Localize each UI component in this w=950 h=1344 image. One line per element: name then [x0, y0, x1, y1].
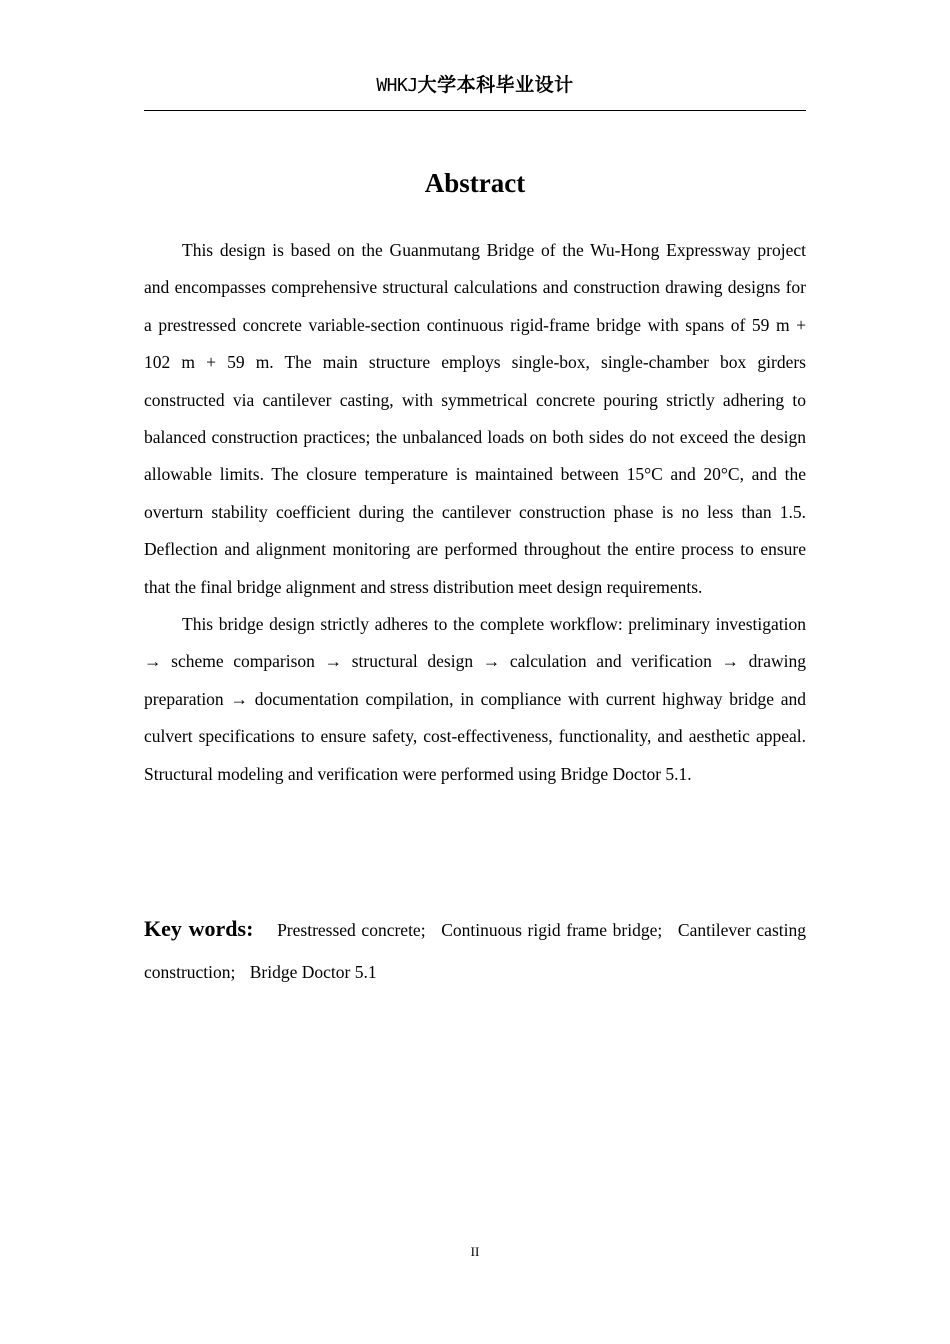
- keyword-item: Cantilever casting construction;: [144, 920, 806, 982]
- keywords-line: [144, 908, 806, 993]
- abstract-body: [144, 232, 806, 793]
- page-title: Abstract: [424, 168, 526, 198]
- keyword-item: Bridge Doctor 5.1: [249, 962, 377, 982]
- keywords-label: Key words:: [144, 916, 254, 941]
- keyword-item: Prestressed concrete;: [277, 920, 426, 940]
- page-number: II: [470, 1244, 480, 1259]
- header-latin-text: WHKJ: [376, 75, 418, 96]
- abstract-paragraph-1: This design is based on the Guanmutang Bridge of the Wu-Hong Expressway project and encompasses comprehensive structural calculations and construction drawing designs for a prestressed concrete variable-section continuous rigid-frame bridge with spans of 59 m + 102 m + 59 m. The main structure employs single-box, single-chamber box girders constructed via cantilever casting, with symmetrical concrete pouring strictly adhering to balanced construction practices; the unbalanced loads on both sides do not exceed the design allowable limits. The closure temperature is maintained between 15°C and 20°C, and the overturn stability coefficient during the cantilever construction phase is no less than 1.5. Deflection and alignment monitoring are performed throughout the entire process to ensure that the final bridge alignment and stress distribution meet design requirements.: [144, 240, 806, 597]
- running-header: [144, 72, 806, 99]
- header-cjk-text: 大学本科毕业设计: [417, 74, 574, 96]
- header-rule: [144, 110, 806, 111]
- abstract-paragraph-2: This bridge design strictly adheres to the complete workflow: preliminary investigation → scheme comparison → structural design → calculation and verification → drawing preparation → documentation compilation, in compliance with current highway bridge and culvert specifications to ensure safety, cost-effectiveness, functionality, and aesthetic appeal. Structural modeling and verification were performed using Bridge Doctor 5.1.: [144, 614, 806, 784]
- keyword-item: Continuous rigid frame bridge;: [441, 920, 663, 940]
